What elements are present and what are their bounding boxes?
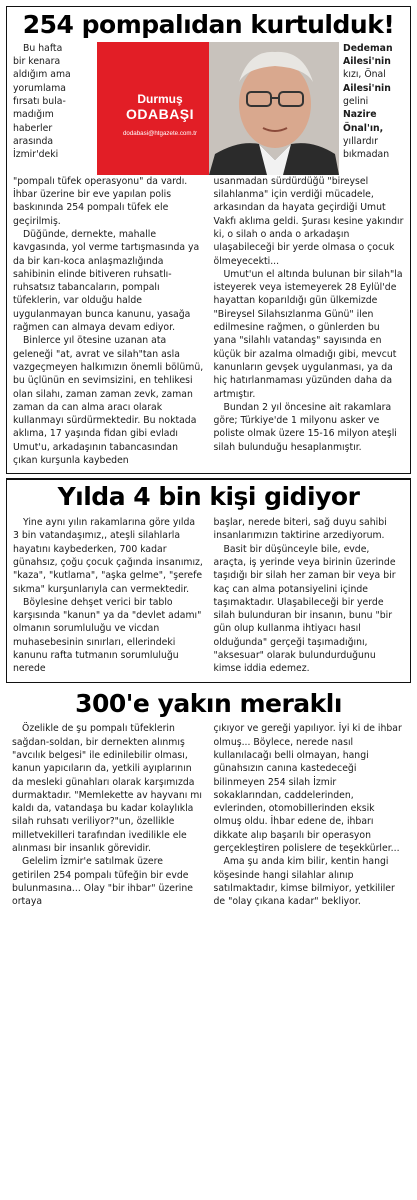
intro-line: Bu hafta — [23, 42, 63, 54]
paragraph: Umut'un el altında bulunan bir silah"la isteyerek veya istemeyerek 28 Eylül'de hayattan koparıldığı gün ülkemizde "Bireysel Silahsızlanma Günü" ilen edilmesine rağmen, o günlerden bu yana "silahlı vatandaş" sayısında en küçük bir azalma olmadığı gibi, mevcut kanunların gevşek uygulanması, ya da hiç hatırlanmaması yüzünden daha da artmıştır. — [213, 268, 403, 400]
paragraph: Gelelim İzmir'e satılmak üzere getirilen 254 pompalı tüfeğin bir evde bulunmasına... Olay "bir ihbar" üzerine ortaya — [12, 856, 193, 908]
intro-line: Önal'ın, — [343, 122, 384, 134]
intro-line: Ailesi'nin — [343, 82, 391, 94]
author-name — [105, 92, 215, 137]
intro-line: bıkmadan — [343, 149, 390, 161]
intro-left-lines — [13, 42, 93, 175]
intro-row — [7, 42, 410, 175]
paragraph: Basit bir düşünceyle bile, evde, araçta, iş yerinde veya birinin üzerinde taşıdığı bir silah her zaman bir veya bir kaç can alma potansiyelini içinde taşımaktadır. Ulaşabileceği bir yerde silah bulunduran bir insanın, bunu "bir gün olup kullanma ihtiyacı hasıl olduğunda" gerçeği taşımadığını, "aksesuar" olarak bulundurduğunu kimse iddia edemez. — [213, 543, 396, 675]
headline-main: 254 pompalıdan kurtulduk! — [22, 10, 395, 39]
intro-line: madığım — [13, 109, 54, 121]
section2-columns — [7, 516, 410, 682]
paragraph: Özelikle de şu pompalı tüfeklerin sağdan-soldan, bir dernekten alınmış "avcılık belgesi" ile edinilebilir olması, kanun yapıcıların da, yetkili ayıplarının da mesleki günahları olarak karşımızda durmaktadır. "Memlekette av hayvanı mı kaldı da, vatandaşa bu kadar kolaylıkla silah ruhsatı veriliyor?"un, özellikle milletvekilleri tarafından ivedilikle ele alınması bir insanlık görevidir. — [12, 723, 202, 855]
intro-line: aldığım ama — [13, 69, 71, 81]
paragraph: başlar, nerede biteri, sağ duyu sahibi insanlarımızın taktirine arzediyorum. — [213, 517, 387, 542]
intro-right-lines — [343, 42, 404, 175]
section2-column-right — [214, 516, 405, 676]
section2-column-left — [13, 516, 204, 676]
paragraph: "pompalı tüfek operasyonu" da vardı. İhbar üzerine bir eve yapılan polis baskınında 254 pompalı tüfek ele geçirilmiş. — [13, 175, 188, 227]
author-first-name: Durmuş — [137, 91, 183, 106]
author-photo-box — [97, 42, 339, 175]
intro-line: gelini — [343, 95, 369, 107]
headline-section-2: Yılda 4 bin kişi gidiyor — [57, 482, 360, 512]
paragraph: Böylesine dehşet verici bir tablo karşısında "kanun" ya da "devlet adamı" olmanın sorumluluğu ve vicdan muhasebesinin sınırları, ellerindeki kanunu rafta tutmanın sorumluluğu nerede — [13, 596, 202, 675]
section3-column-left — [12, 722, 204, 908]
intro-line: Ailesi'nin — [343, 56, 391, 68]
intro-line: Nazire — [343, 109, 377, 121]
section3-columns — [6, 722, 411, 908]
intro-line: bir kenara — [13, 56, 61, 68]
intro-line: yıllardır — [343, 135, 378, 147]
section1-column-left — [13, 175, 204, 468]
author-portrait — [209, 42, 339, 175]
column-article — [6, 6, 411, 474]
paragraph: Bundan 2 yıl öncesine ait rakamlara göre; Türkiye'de 1 milyonu asker ve poliste olmak üzere 15-16 milyon ateşli silah bulunduğu hesaplanmıştır. — [213, 401, 397, 453]
section1-columns — [7, 175, 410, 474]
paragraph: çıkıyor ve gereği yapılıyor. İyi ki de ihbar olmuş... Böylece, nerede nasıl kullanılacağı belli olmayan, hangi günahsızın canına kastedeceği bilinmeyen 254 silah İzmir sokaklarından, caddelerinden, evlerinden, otomobillerinden eksik olmuş oldu. İhbar edene de, ihbarı dikkate alıp başarılı bir operasyon gerçekleştiren polislere de teşekkürler... — [213, 723, 402, 855]
section1-column-right — [214, 175, 405, 468]
author-email: dodabasi@htgazete.com.tr — [122, 129, 198, 137]
paragraph: Yine aynı yılın rakamlarına göre yılda 3 bin vatandaşımız,, ateşli silahlarla hayatını kaybederken, 700 kadar günahsız, çoğu çocuk çağında insanımız, "kaza", "kutlama", "aşka gelme", "şerefe sıkma" kurşunlarıyla can vermektedir. — [13, 517, 203, 595]
intro-line: Dedeman — [343, 42, 393, 54]
paragraph: Binlerce yıl ötesine uzanan ata geleneği "at, avrat ve silah"tan asla vazgeçmeyen halkımızın önemli bölümü, bu üçlünün en sevimsizini, en tehlikesi olan silahı, zaman zaman zevk, zaman zaman da can alma aracı olarak kullanmayı sürdürmektedir. Bu noktada aklıma, 17 yaşında fidan gibi evladı Umut'u, arkadaşının tabancasından çıkan kurşunla kaybeden — [13, 335, 204, 466]
author-last-name: ODABAŞI — [125, 105, 195, 122]
intro-line: kızı, Önal — [343, 69, 386, 81]
section-box-2 — [6, 478, 411, 682]
headline-section-3: 300'e yakın meraklı — [75, 688, 342, 718]
section-3 — [6, 687, 411, 909]
paragraph: Düğünde, dernekte, mahalle kavgasında, yol verme tartışmasında ya da bir karı-koca anlaşmazlığında sahibinin elinde bitiveren ruhsatlı-ruhsatsız tabancaların, pompalı tüfeklerin, var olduğu halde uygulanmayan bunca kanunu, yasağa rağmen can almaya devam ediyor. — [13, 228, 200, 334]
paragraph: Ama şu anda kim bilir, kentin hangi köşesinde hangi silahlar alınıp satılmaktadır, kimse bilmiyor, yetkililer de "olay çıkana kadar" bekliyor. — [213, 856, 395, 908]
intro-line: arasında — [13, 135, 54, 147]
intro-line: yorumlama — [13, 82, 66, 94]
intro-line: İzmir'deki — [13, 149, 59, 161]
intro-line: haberler — [13, 122, 53, 134]
paragraph: usanmadan sürdürdüğü "bireysel silahlanma" için verdiği mücadele, arkasından da hayata geçirdiği Umut Vakfı aklıma geldi. Şurası kesine yakındır ki, o silah o anda o arkadaşın ulaşabileceği bir yerde olmasa o çocuk ölmeyecekti... — [213, 175, 404, 267]
intro-line: fırsatı bula- — [13, 95, 66, 107]
section3-column-right — [214, 722, 406, 908]
